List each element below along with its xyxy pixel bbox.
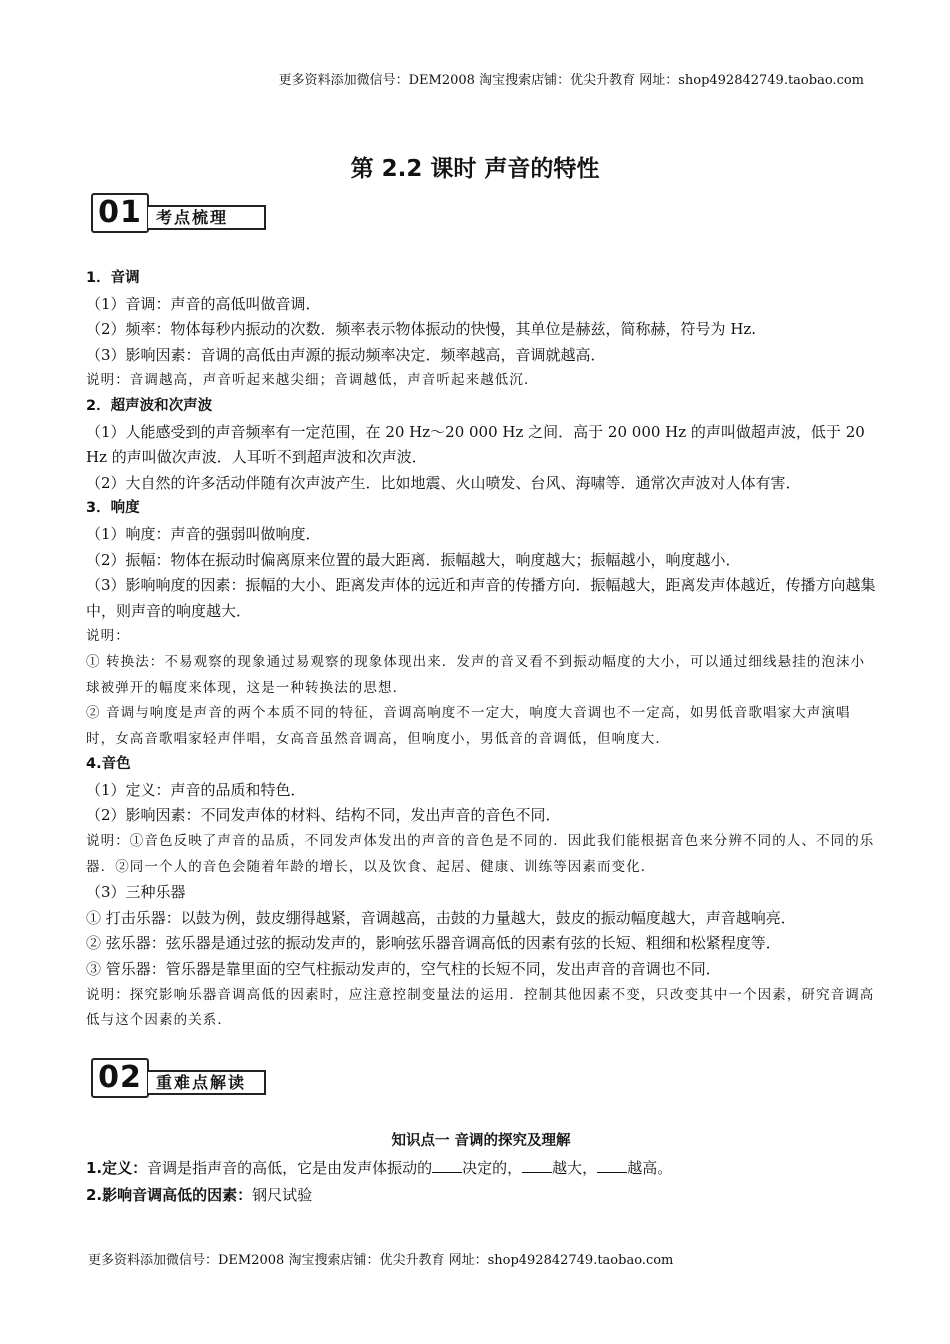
page-header: 更多资料添加微信号：DEM2008 淘宝搜索店铺：优尖升教育 网址：shop492842749.taobao.com xyxy=(278,73,864,88)
paragraph: （1）定义：声音的品质和特色． xyxy=(86,780,306,799)
factor-line xyxy=(86,1182,876,1209)
note: ① 转换法：不易观察的现象通过易观察的现象体现出来．发声的音叉看不到振动幅度的大小，可以通过细线悬挂的泡沫小球被弹开的幅度来体现，这是一种转换法的思想． xyxy=(86,653,866,696)
factor-label: 2.影响音调高低的因素： xyxy=(86,1186,253,1204)
heading-pitch: 1．音调 xyxy=(86,270,140,286)
note: ② 音调与响度是声音的两个本质不同的特征，音调高响度不一定大，响度大音调也不一定高，如男低音歌唱家大声演唱时，女高音歌唱家轻声伴唱，女高音虽然音调高，但响度小，男低音的音调低，但响度大． xyxy=(86,705,851,747)
heading-loudness: 3．响度 xyxy=(86,500,140,517)
key-points-content xyxy=(86,266,876,1034)
paragraph: ③ 管乐器：管乐器是靠里面的空气柱振动发声的，空气柱的长短不同，发出声音的音调也不同． xyxy=(86,960,721,979)
heading-ultrasonic: 2．超声波和次声波 xyxy=(86,397,213,414)
paragraph: （2）振幅：物体在振动时偏离原来位置的最大距离．振幅越大，响度越大；振幅越小，响度越小． xyxy=(86,550,741,569)
paragraph: ② 弦乐器：弦乐器是通过弦的振动发声的，影响弦乐器音调高低的因素有弦的长短、粗细和松紧程度等． xyxy=(86,934,781,953)
definition-label: 1.定义： xyxy=(86,1159,148,1177)
heading-timbre: 4.音色 xyxy=(86,756,131,773)
definition-text: 决定的， xyxy=(462,1159,523,1177)
paragraph: （2）频率：物体每秒内振动的次数．频率表示物体振动的快慢，其单位是赫兹，简称赫，符号为 Hz. xyxy=(86,320,757,339)
paragraph: （1）音调：声音的高低叫做音调． xyxy=(86,294,321,313)
paragraph: （1）人能感受到的声音频率有一定范围，在 20 Hz～20 000 Hz 之间．高于 20 000 Hz 的声叫做超声波，低于 20 Hz 的声叫做次声波．人耳听不到超声波和次声波． xyxy=(86,422,865,467)
paragraph: （3）影响响度的因素：振幅的大小、距离发声体的远近和声音的传播方向．振幅越大，距离发声体越近，传播方向越集中，则声音的响度越大． xyxy=(86,576,876,620)
fill-blank[interactable] xyxy=(432,1158,462,1173)
definition-text: 音调是指声音的高低，它是由发声体振动的 xyxy=(147,1159,433,1177)
page-footer: 更多资料添加微信号：DEM2008 淘宝搜索店铺：优尖升教育 网址：shop492842749.taobao.com xyxy=(88,1253,674,1268)
definition-text: 越高。 xyxy=(627,1159,673,1177)
section-label: 重难点解读 xyxy=(148,1070,266,1095)
definition-text: 越大， xyxy=(552,1159,598,1177)
note-label: 说明： xyxy=(86,628,130,645)
paragraph: （3）影响因素：音调的高低由声源的振动频率决定．频率越高，音调就越高． xyxy=(86,345,606,364)
section-number: 01 xyxy=(91,193,149,233)
key-difficulty-content xyxy=(86,1128,876,1209)
paragraph: （1）响度：声音的强弱叫做响度． xyxy=(86,524,321,543)
fill-blank[interactable] xyxy=(522,1158,552,1173)
note: 说明：音调越高，声音听起来越尖细；音调越低，声音听起来越低沉． xyxy=(86,372,539,389)
note: 说明：探究影响乐器音调高低的因素时，应注意控制变量法的运用．控制其他因素不变，只改变其中一个因素，研究音调高低与这个因素的关系． xyxy=(86,986,875,1029)
factor-text: 钢尺试验 xyxy=(252,1186,313,1204)
paragraph: （3）三种乐器 xyxy=(86,883,186,902)
knowledge-point-title: 知识点一 音调的探究及理解 xyxy=(391,1133,571,1149)
fill-blank[interactable] xyxy=(597,1158,627,1173)
section-label: 考点梳理 xyxy=(148,205,266,230)
note: 说明：①音色反映了声音的品质，不同发声体发出的声音的音色是不同的．因此我们能根据音色来分辨不同的人、不同的乐器．②同一个人的音色会随着年龄的增长，以及饮食、起居、健康、训练等因素而变化． xyxy=(86,833,875,875)
paragraph: （2）大自然的许多活动伴随有次声波产生．比如地震、火山喷发、台风、海啸等．通常次声波对人体有害． xyxy=(86,473,801,492)
section-number: 02 xyxy=(91,1058,149,1098)
paragraph: （2）影响因素：不同发声体的材料、结构不同，发出声音的音色不同． xyxy=(86,806,561,825)
paragraph: ① 打击乐器：以鼓为例，鼓皮绷得越紧，音调越高，击鼓的力量越大，鼓皮的振动幅度越大，声音越响亮． xyxy=(86,908,796,927)
definition-line xyxy=(86,1155,876,1182)
page-title: 第 2.2 课时 声音的特性 xyxy=(350,156,600,182)
